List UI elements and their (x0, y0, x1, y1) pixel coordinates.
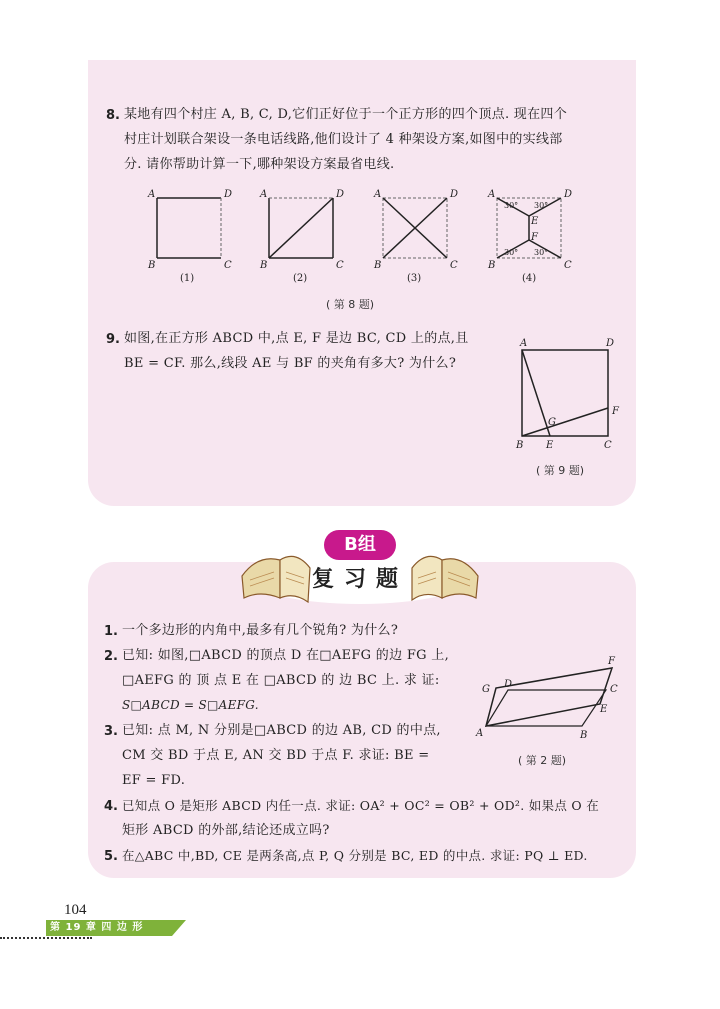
review-5-line-1: 在△ABC 中,BD, CE 是两条高,点 P, Q 分别是 BC, ED 的中点. 求证: PQ ⊥ ED. (122, 848, 588, 863)
svg-text:B: B (516, 440, 524, 451)
open-book-right-icon (412, 556, 478, 600)
review-4-number: 4. (104, 799, 118, 814)
svg-text:A: A (488, 189, 496, 200)
review-2-line-3: S□ABCD = S□AEFG. (122, 698, 259, 712)
svg-text:A: A (520, 338, 528, 349)
review-title: 复习题 (311, 567, 408, 592)
svg-text:D: D (606, 338, 615, 349)
label-a: A (148, 189, 156, 200)
svg-text:A: A (374, 189, 382, 200)
svg-text:B: B (260, 260, 268, 271)
sub-caption-2: (2) (293, 273, 308, 284)
problem-8-number: 8. (106, 108, 120, 123)
svg-text:G: G (548, 417, 556, 428)
page-number: 104 (64, 902, 87, 918)
svg-text:A: A (260, 189, 268, 200)
label-d: D (224, 189, 233, 200)
label-b: B (148, 260, 156, 271)
svg-text:E: E (531, 216, 539, 227)
svg-text:E: E (546, 440, 554, 451)
figure-8-4 (487, 189, 572, 284)
svg-text:B: B (488, 260, 496, 271)
review-4-line-2: 矩形 ABCD 的外部,结论还成立吗? (122, 823, 330, 838)
svg-text:30°: 30° (534, 201, 549, 210)
group-badge: B组 (324, 530, 396, 560)
sub-caption-4: (4) (522, 273, 537, 284)
review-2-line-1: 已知: 如图,□ABCD 的顶点 D 在□AEFG 的边 FG 上, (122, 648, 449, 663)
problem-8-line-3: 分. 请你帮助计算一下,哪种架设方案最省电线. (124, 157, 395, 172)
review-3-line-2: CM 交 BD 于点 E, AN 交 BD 于点 F. 求证: BE = (122, 748, 430, 763)
svg-text:A: A (476, 728, 484, 739)
svg-text:30°: 30° (504, 248, 519, 257)
svg-text:E: E (600, 704, 608, 715)
figure-8-2 (259, 189, 344, 284)
figure-9-caption: ( 第 9 题) (536, 464, 585, 477)
problem-9-line-2: BE = CF. 那么,线段 AE 与 BF 的夹角有多大? 为什么? (124, 356, 457, 371)
svg-text:D: D (504, 679, 513, 690)
svg-text:F: F (608, 656, 615, 667)
svg-text:B: B (580, 730, 588, 741)
figure-review-2 (464, 652, 624, 746)
svg-text:B: B (374, 260, 382, 271)
svg-text:D: D (336, 189, 345, 200)
review-1-number: 1. (104, 624, 118, 639)
problem-9-number: 9. (106, 332, 120, 347)
figure-8-caption: ( 第 8 题) (326, 298, 375, 311)
figure-8 (140, 184, 590, 294)
sub-caption-1: (1) (180, 273, 195, 284)
figure-review-2-caption: ( 第 2 题) (518, 754, 567, 767)
svg-text:C: C (610, 684, 618, 695)
figure-9 (510, 334, 630, 454)
review-3-number: 3. (104, 724, 118, 739)
svg-text:D: D (564, 189, 573, 200)
chapter-label: 第 19 章 四 边 形 (50, 922, 144, 933)
problem-9-line-1: 如图,在正方形 ABCD 中,点 E, F 是边 BC, CD 上的点,且 (124, 331, 469, 346)
svg-text:D: D (450, 189, 459, 200)
svg-text:C: C (450, 260, 458, 271)
figure-8-1 (147, 189, 232, 284)
svg-text:30°: 30° (534, 248, 549, 257)
svg-text:C: C (336, 260, 344, 271)
review-5-number: 5. (104, 849, 118, 864)
review-2-line-2: □AEFG 的 顶 点 E 在 □ABCD 的 边 BC 上. 求 证: (122, 673, 440, 688)
svg-text:F: F (531, 232, 538, 243)
sub-caption-3: (3) (407, 273, 422, 284)
review-3-line-3: EF = FD. (122, 773, 186, 788)
problem-8-line-2: 村庄计划联合架设一条电话线路,他们设计了 4 种架设方案,如图中的实线部 (124, 132, 563, 147)
svg-text:G: G (482, 684, 490, 695)
review-4-line-1: 已知点 O 是矩形 ABCD 内任一点. 求证: OA² + OC² = OB² + OD². 如果点 O 在 (122, 798, 600, 813)
figure-8-3 (373, 189, 458, 284)
review-3-line-1: 已知: 点 M, N 分别是□ABCD 的边 AB, CD 的中点, (122, 723, 441, 738)
svg-text:F: F (612, 406, 619, 417)
svg-text:C: C (604, 440, 612, 451)
review-2-number: 2. (104, 649, 118, 664)
svg-text:C: C (564, 260, 572, 271)
label-c: C (224, 260, 232, 271)
svg-text:30°: 30° (504, 201, 519, 210)
review-1-line-1: 一个多边形的内角中,最多有几个锐角? 为什么? (122, 623, 399, 638)
footer-dotted-line (0, 937, 92, 939)
problem-8-line-1: 某地有四个村庄 A, B, C, D,它们正好位于一个正方形的四个顶点. 现在四个 (124, 107, 568, 122)
